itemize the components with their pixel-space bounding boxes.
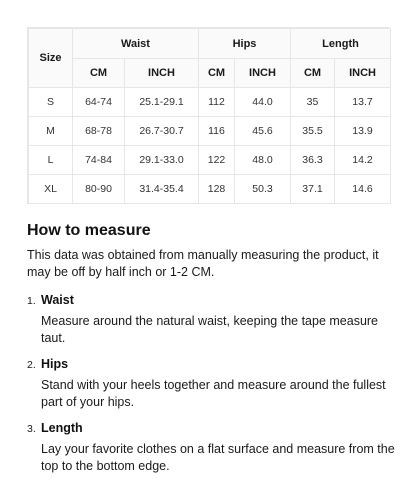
list-item bbox=[27, 291, 397, 347]
hips-cm-cell: 116 bbox=[199, 117, 235, 146]
waist-cm-cell: 74-84 bbox=[73, 146, 125, 175]
hips-inch-cell: 48.0 bbox=[235, 146, 291, 175]
hips-cm-cell: 112 bbox=[199, 88, 235, 117]
size-cell: L bbox=[29, 146, 73, 175]
table-row bbox=[29, 117, 391, 146]
how-to-measure-section bbox=[27, 220, 397, 483]
table-row bbox=[29, 88, 391, 117]
length-cm-cell: 37.1 bbox=[291, 175, 335, 204]
list-item-number: 2. bbox=[27, 359, 36, 371]
waist-cm-cell: 80-90 bbox=[73, 175, 125, 204]
length-inch-cell: 13.9 bbox=[335, 117, 391, 146]
list-item bbox=[27, 419, 397, 475]
list-item-description: Stand with your heels together and measure around the fullest part of your hips. bbox=[41, 378, 386, 409]
list-item-heading bbox=[27, 291, 397, 310]
hips-inch-cell: 50.3 bbox=[235, 175, 291, 204]
waist-cm-cell: 64-74 bbox=[73, 88, 125, 117]
length-group-header: Length bbox=[291, 29, 391, 59]
unit-header-length-inch: INCH bbox=[335, 59, 391, 88]
section-title: How to measure bbox=[27, 222, 151, 239]
waist-inch-cell: 31.4-35.4 bbox=[125, 175, 199, 204]
measure-instructions-list bbox=[27, 291, 397, 475]
size-cell: M bbox=[29, 117, 73, 146]
hips-group-header: Hips bbox=[199, 29, 291, 59]
unit-header-hips-cm: CM bbox=[199, 59, 235, 88]
length-cm-cell: 35.5 bbox=[291, 117, 335, 146]
section-intro: This data was obtained from manually measuring the product, it may be off by half inch or 1-2 CM. bbox=[27, 248, 379, 279]
waist-inch-cell: 29.1-33.0 bbox=[125, 146, 199, 175]
list-item-title: Hips bbox=[41, 357, 69, 371]
length-cm-cell: 35 bbox=[291, 88, 335, 117]
length-inch-cell: 14.2 bbox=[335, 146, 391, 175]
list-item-number: 1. bbox=[27, 295, 36, 307]
table-header-row-groups bbox=[29, 29, 391, 59]
list-item bbox=[27, 355, 397, 411]
unit-header-waist-cm: CM bbox=[73, 59, 125, 88]
table-header-row-units bbox=[29, 59, 391, 88]
list-item-title: Waist bbox=[41, 293, 74, 307]
list-item-description: Lay your favorite clothes on a flat surface and measure from the top to the bottom edge. bbox=[41, 442, 395, 473]
list-item-number: 3. bbox=[27, 423, 36, 435]
size-cell: S bbox=[29, 88, 73, 117]
size-chart-table bbox=[28, 28, 391, 204]
hips-inch-cell: 44.0 bbox=[235, 88, 291, 117]
waist-inch-cell: 25.1-29.1 bbox=[125, 88, 199, 117]
size-chart-table-container bbox=[27, 27, 389, 204]
table-row bbox=[29, 146, 391, 175]
size-cell: XL bbox=[29, 175, 73, 204]
unit-header-length-cm: CM bbox=[291, 59, 335, 88]
list-item-heading bbox=[27, 419, 397, 438]
size-column-header: Size bbox=[29, 29, 73, 88]
list-item-description: Measure around the natural waist, keeping the tape measure taut. bbox=[41, 314, 379, 345]
list-item-heading bbox=[27, 355, 397, 374]
hips-inch-cell: 45.6 bbox=[235, 117, 291, 146]
unit-header-hips-inch: INCH bbox=[235, 59, 291, 88]
length-cm-cell: 36.3 bbox=[291, 146, 335, 175]
waist-inch-cell: 26.7-30.7 bbox=[125, 117, 199, 146]
length-inch-cell: 13.7 bbox=[335, 88, 391, 117]
hips-cm-cell: 128 bbox=[199, 175, 235, 204]
table-row bbox=[29, 175, 391, 204]
unit-header-waist-inch: INCH bbox=[125, 59, 199, 88]
list-item-title: Length bbox=[41, 421, 83, 435]
hips-cm-cell: 122 bbox=[199, 146, 235, 175]
waist-cm-cell: 68-78 bbox=[73, 117, 125, 146]
waist-group-header: Waist bbox=[73, 29, 199, 59]
length-inch-cell: 14.6 bbox=[335, 175, 391, 204]
